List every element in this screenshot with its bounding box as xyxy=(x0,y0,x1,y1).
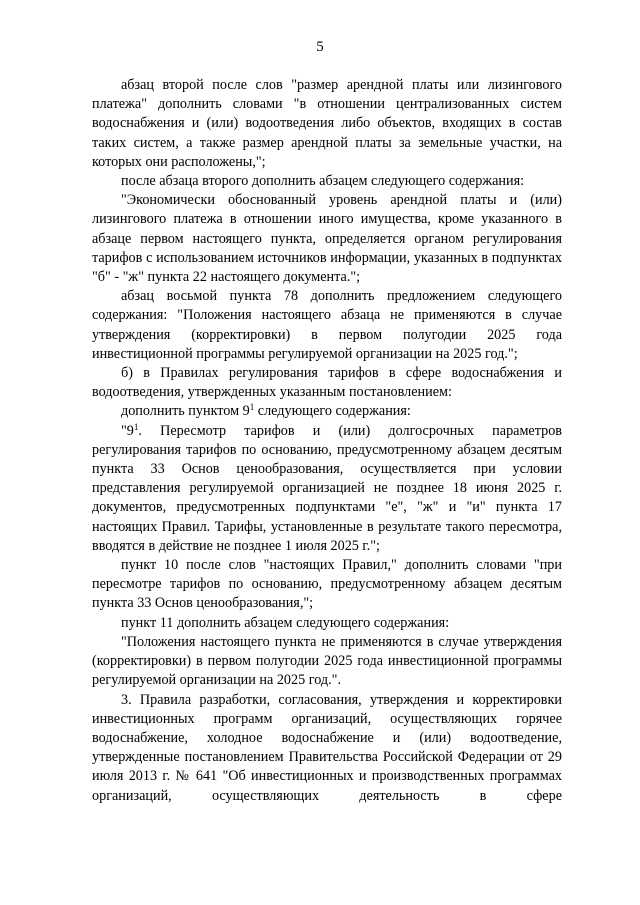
paragraph-6 xyxy=(92,402,562,421)
paragraph-7-superscript: 1 xyxy=(133,421,139,432)
paragraph-6-text-before: дополнить пунктом 9 xyxy=(121,403,250,420)
document-body xyxy=(92,76,562,806)
paragraph-6-text-after: следующего содержания: xyxy=(254,403,411,420)
paragraph-11: 3. Правила разработки, согласования, утверждения и корректировки инвестиционных программ организаций, осуществляющих горячее водоснабжение, холодное водоснабжение и (или) водоотведение, утвержденные постановлением Правительства Российской Федерации от 29 июля 2013 г. № 641 "Об инвестиционных и производственных программах организаций, осуществляющих деятельность в сфере xyxy=(92,691,562,804)
page-number: 5 xyxy=(316,39,324,55)
paragraph-2: после абзаца второго дополнить абзацем следующего содержания: xyxy=(121,173,525,190)
paragraph-1: абзац второй после слов "размер арендной платы или лизингового платежа" дополнить словами "в отношении централизованных систем водоснабжения и (или) водоотведения либо объектов, входящих в состав таких систем, а также размер арендной платы за земельные участки, на которых они расположены,"; xyxy=(92,77,562,170)
paragraph-8: пункт 10 после слов "настоящих Правил," дополнить словами "при пересмотре тарифов по основанию, предусмотренному абзацем десятым пункта 33 Основ ценообразования,"; xyxy=(92,557,562,612)
paragraph-5: б) в Правилах регулирования тарифов в сфере водоснабжения и водоотведения, утвержденных указанным постановлением: xyxy=(92,365,562,401)
paragraph-6-superscript: 1 xyxy=(249,402,255,413)
paragraph-7 xyxy=(92,422,562,556)
paragraph-7-text-after: . Пересмотр тарифов и (или) долгосрочных параметров регулирования тарифов по основанию, предусмотренному абзацем десятым пункта 33 Основ ценообразования, осуществляется при условии представления регулируемой организацией не позднее 18 июня 2025 г. документов, предусмотренных подпунктами "е", "ж" и "и" пункта 17 настоящих Правил. Тарифы, установленные в результате такого пересмотра, вводятся в действие не позднее 1 июля 2025 г."; xyxy=(92,422,562,554)
paragraph-7-text-before: "9 xyxy=(121,422,134,439)
paragraph-4: абзац восьмой пункта 78 дополнить предложением следующего содержания: "Положения настоящего абзаца не применяются в случае утверждения (корректировки) в первом полугодии 2025 года инвестиционной программы регулируемой организации на 2025 год."; xyxy=(92,288,562,362)
paragraph-9: пункт 11 дополнить абзацем следующего содержания: xyxy=(121,614,450,631)
paragraph-10: "Положения настоящего пункта не применяются в случае утверждения (корректировки) в первом полугодии 2025 года инвестиционной программы регулируемой организации на 2025 год.". xyxy=(92,633,562,689)
paragraph-3: "Экономически обоснованный уровень арендной платы и (или) лизингового платежа в отношении иного имущества, кроме указанного в абзаце первом настоящего пункта, определяется органом регулирования тарифов с использованием источников информации, указанных в подпунктах "б" - "ж" пункта 22 настоящего документа."; xyxy=(92,192,562,286)
